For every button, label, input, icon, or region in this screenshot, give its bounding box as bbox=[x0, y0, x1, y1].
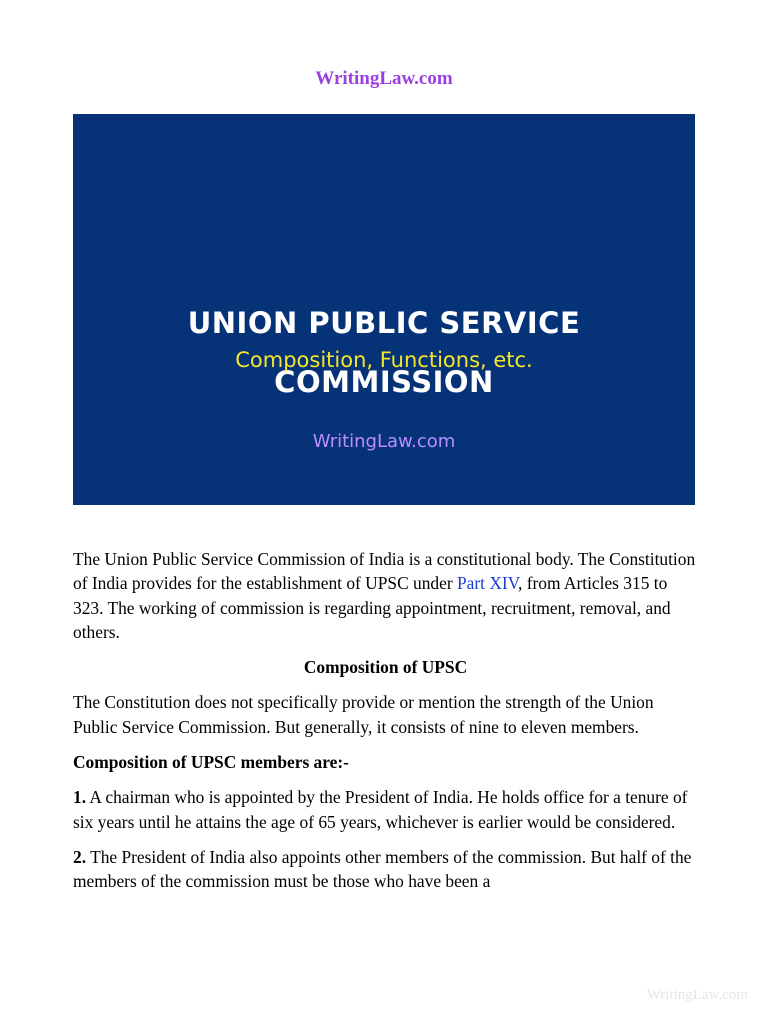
article-body bbox=[73, 547, 698, 905]
watermark: WritingLaw.com bbox=[646, 987, 748, 1003]
intro-paragraph bbox=[73, 547, 698, 644]
site-header: WritingLaw.com bbox=[315, 68, 453, 89]
list-item bbox=[73, 785, 698, 834]
item-text: A chairman who is appointed by the President of India. He holds office for a tenure of six years until he attains the age of 65 years, whichever is earlier would be considered. bbox=[73, 787, 688, 832]
list-item bbox=[73, 845, 698, 894]
part-xiv-link[interactable]: Part XIV bbox=[456, 573, 519, 594]
composition-heading: Composition of UPSC bbox=[303, 657, 468, 678]
composition-paragraph: The Constitution does not specifically provide or mention the strength of the Union Public Service Commission. But generally, it consists of nine to eleven members. bbox=[73, 692, 654, 737]
item-number: 1. bbox=[73, 787, 87, 808]
banner-subtitle: Composition, Functions, etc. bbox=[235, 348, 533, 372]
banner-site-name: WritingLaw.com bbox=[312, 431, 456, 452]
intro-text-cont: , from Articles 315 to 323. The working of commission is regarding appointment, recruitment, removal, and others. bbox=[73, 573, 671, 642]
members-subheading: Composition of UPSC members are:- bbox=[73, 752, 349, 773]
item-text: The President of India also appoints other members of the commission. But half of the members of the commission must be those who have been a bbox=[73, 846, 692, 892]
intro-text: The Union Public Service Commission of India is a constitutional body. The Constitution of India provides for the establishment of UPSC under bbox=[73, 549, 696, 594]
banner-title-line2: COMMISSION bbox=[274, 365, 494, 399]
item-number: 2. bbox=[73, 846, 87, 867]
banner-title-line1: UNION PUBLIC SERVICE bbox=[187, 306, 581, 340]
title-banner bbox=[73, 114, 695, 505]
